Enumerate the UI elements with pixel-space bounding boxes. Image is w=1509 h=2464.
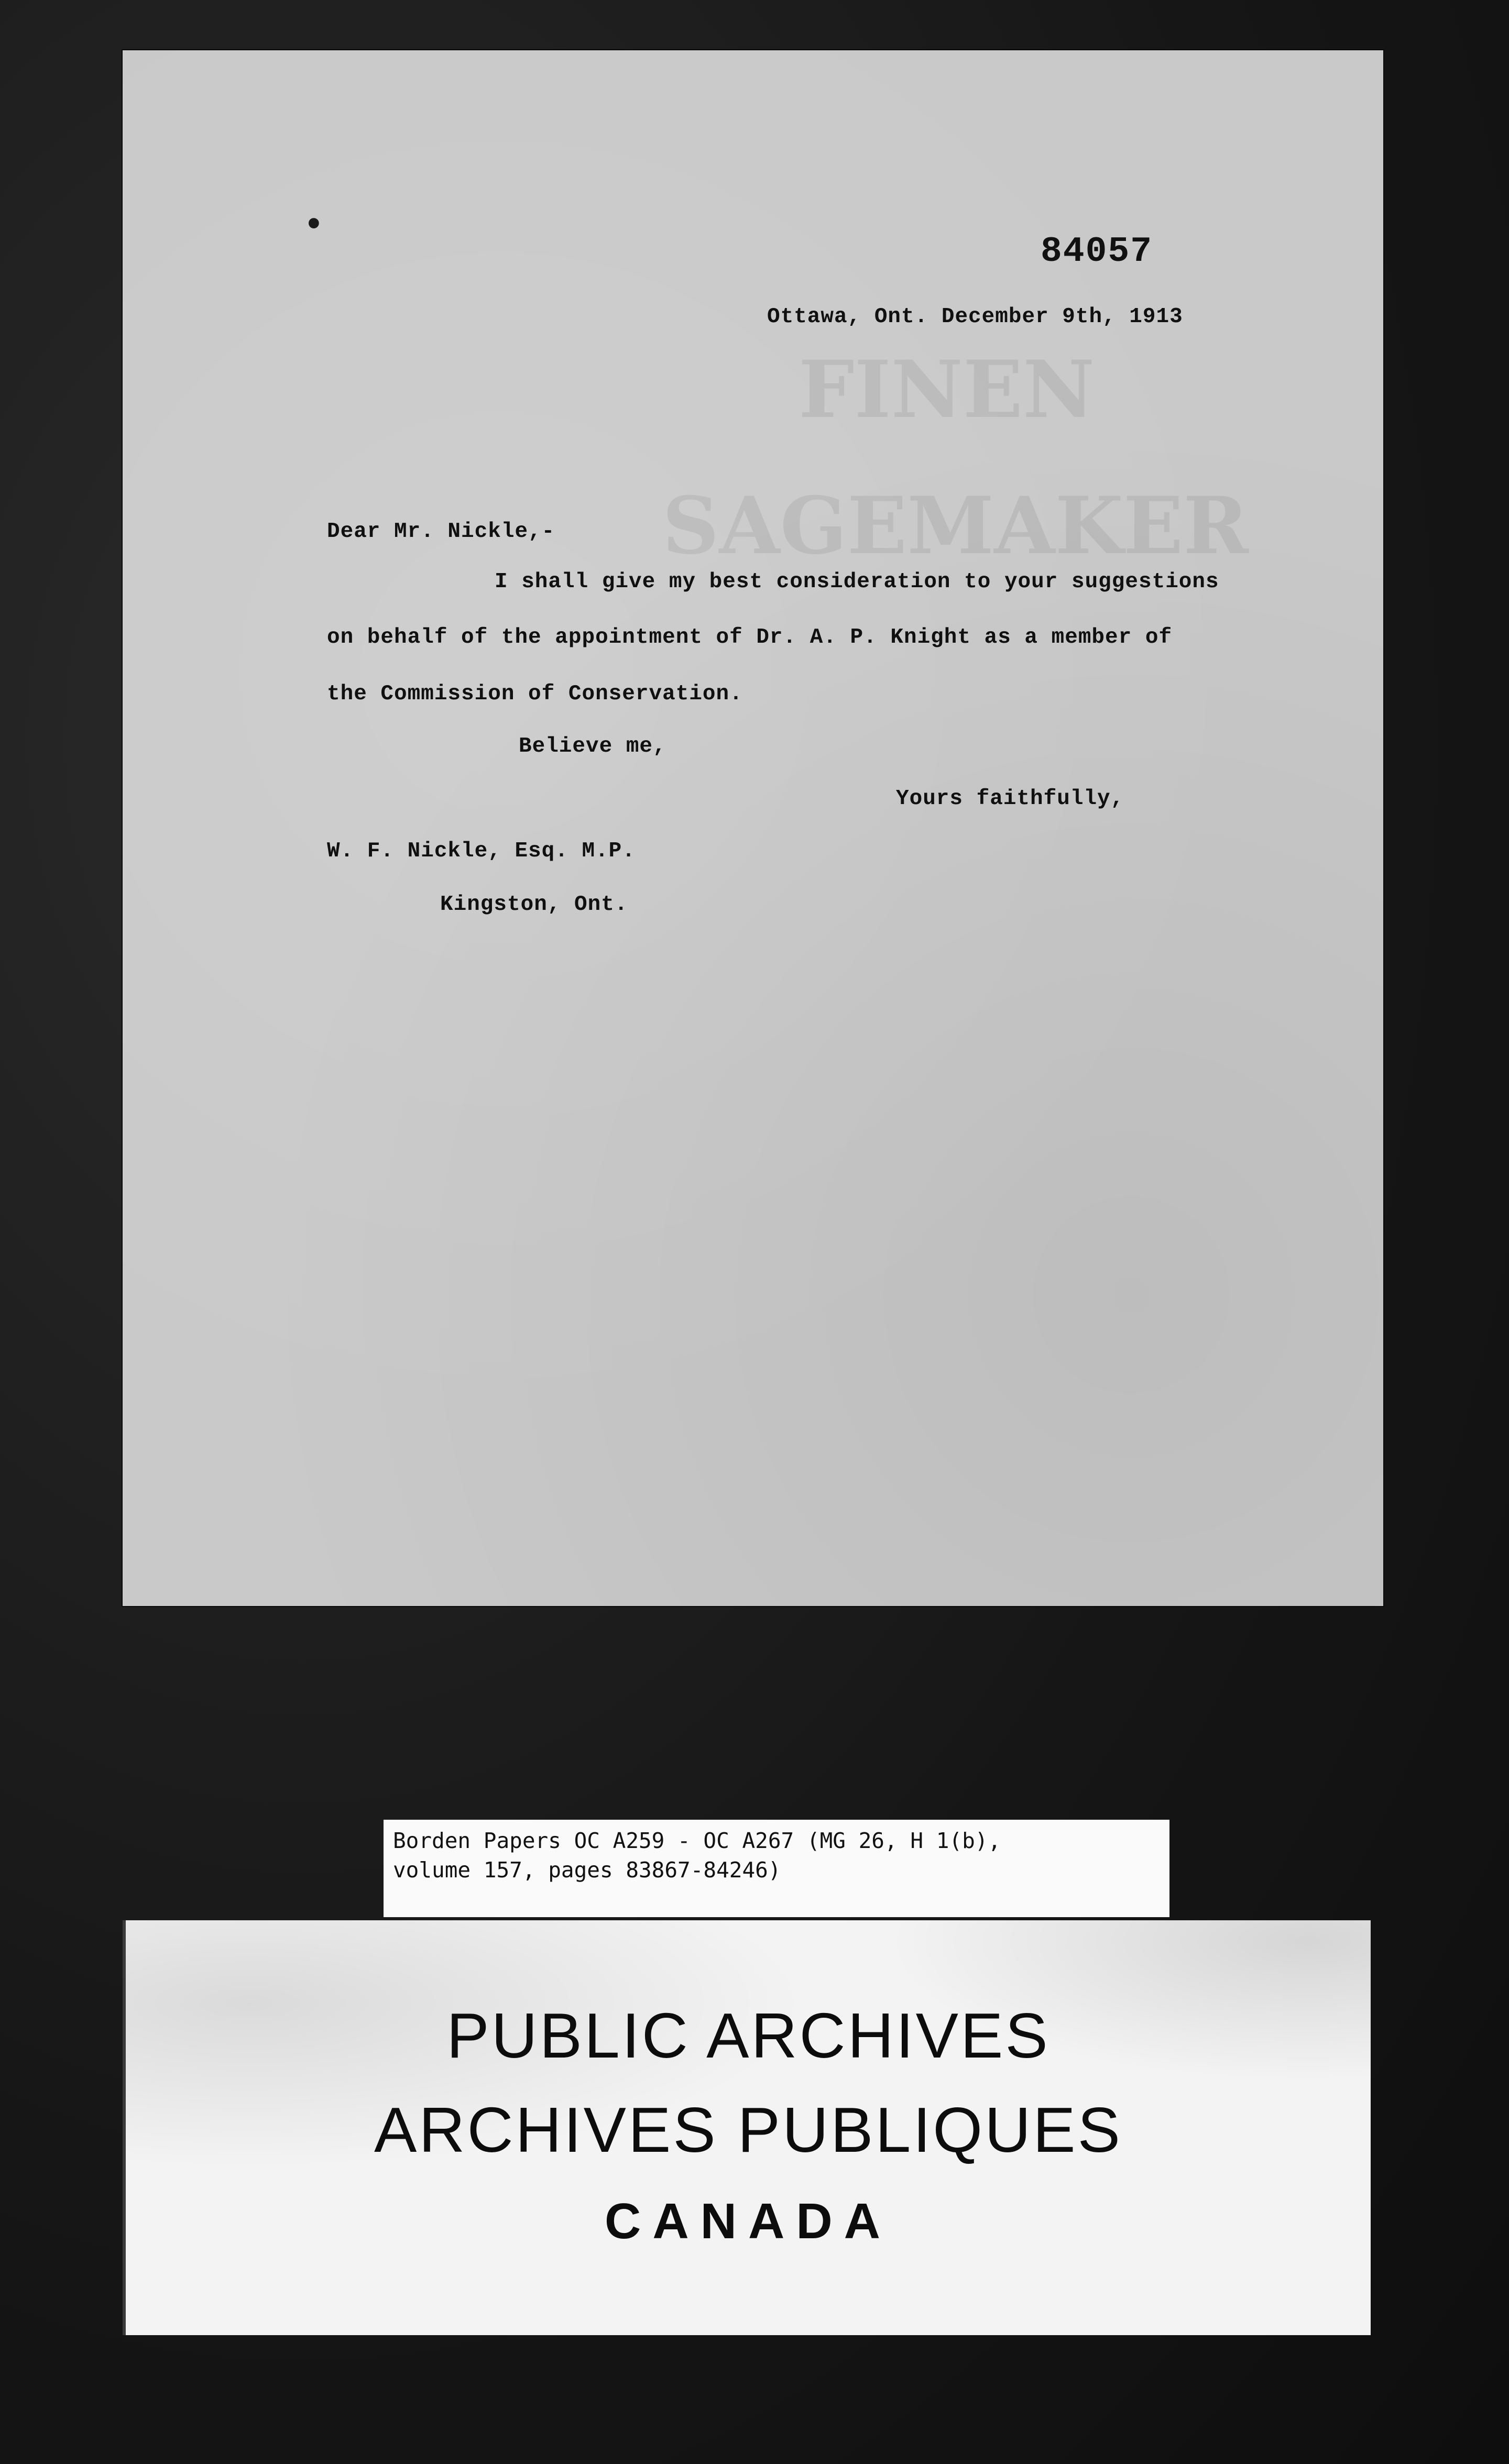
archives-card xyxy=(123,1920,1371,2335)
reference-label xyxy=(384,1820,1169,1917)
archives-title-en: PUBLIC ARCHIVES xyxy=(446,2000,1050,2071)
reference-line: volume 157, pages 83867-84246) xyxy=(393,1857,781,1883)
closing-believe-me: Believe me, xyxy=(519,734,666,758)
body-line: I shall give my best consideration to your suggestions xyxy=(495,570,1219,594)
watermark-ghost: FINEN xyxy=(799,344,1095,436)
margin-mark: • xyxy=(305,207,323,241)
body-line: the Commission of Conservation. xyxy=(327,682,743,706)
document-number: 84057 xyxy=(1041,232,1153,272)
closing-yours-faithfully: Yours faithfully, xyxy=(896,787,1124,811)
letter-sheet xyxy=(123,50,1383,1606)
salutation: Dear Mr. Nickle,- xyxy=(327,520,555,544)
archives-country: CANADA xyxy=(605,2193,892,2249)
watermark-ghost: SAGEMAKER xyxy=(662,480,1249,572)
archives-title-fr: ARCHIVES PUBLIQUES xyxy=(374,2094,1122,2165)
dateline: Ottawa, Ont. December 9th, 1913 xyxy=(767,305,1183,329)
addressee-city: Kingston, Ont. xyxy=(440,893,628,917)
reference-line: Borden Papers OC A259 - OC A267 (MG 26, H 1(b), xyxy=(393,1828,1001,1853)
body-line: on behalf of the appointment of Dr. A. P. Knight as a member of xyxy=(327,625,1173,650)
addressee-name: W. F. Nickle, Esq. M.P. xyxy=(327,839,636,863)
